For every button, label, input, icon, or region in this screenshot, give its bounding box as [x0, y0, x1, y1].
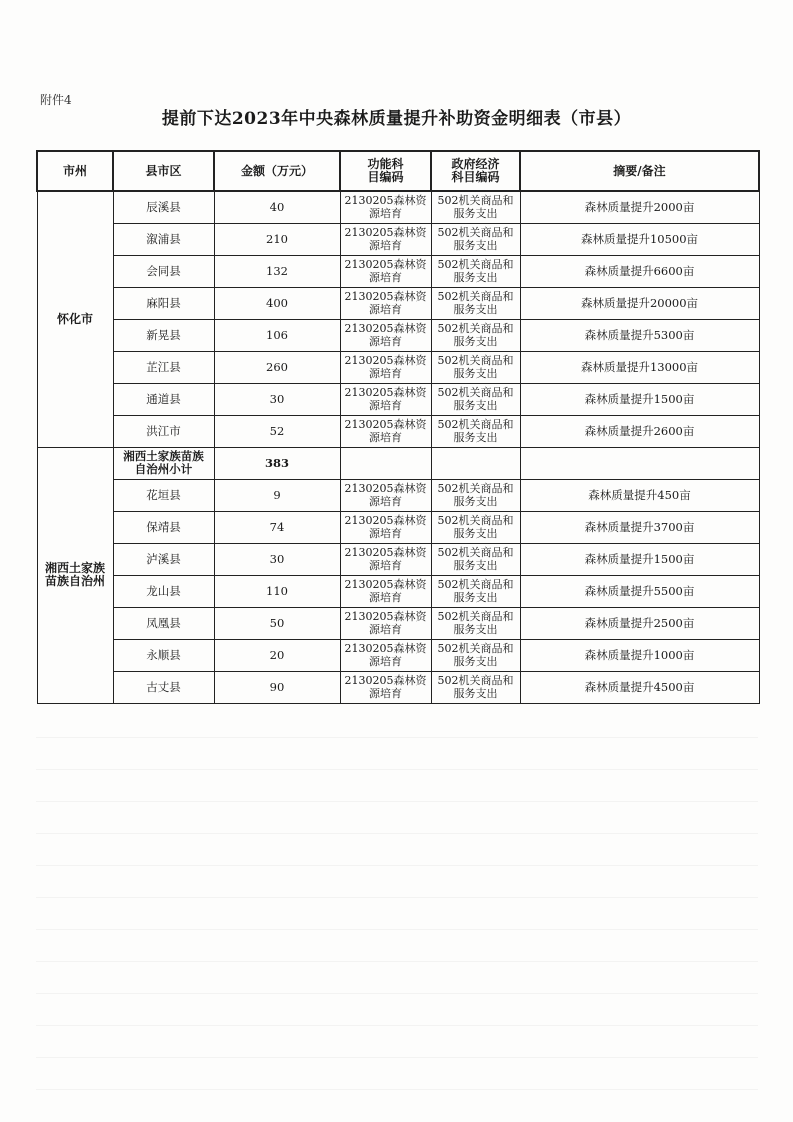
county-cell: 麻阳县: [113, 287, 214, 319]
subtotal-row: [37, 447, 759, 479]
remark-cell: 森林质量提升1500亩: [520, 383, 759, 415]
city-cell: 湘西土家族 苗族自治州: [37, 447, 113, 703]
table-row: [37, 575, 759, 607]
func-code-cell: 2130205森林资 源培育: [340, 287, 431, 319]
subtotal-amount: 383: [214, 447, 340, 479]
func-code-cell: 2130205森林资 源培育: [340, 319, 431, 351]
table-row: [37, 543, 759, 575]
func-code-cell: 2130205森林资 源培育: [340, 511, 431, 543]
amount-cell: 260: [214, 351, 340, 383]
func-code-cell: 2130205森林资 源培育: [340, 671, 431, 703]
allocation-table: [36, 150, 760, 704]
attachment-label: 附件4: [40, 93, 72, 107]
table-row: [37, 287, 759, 319]
econ-code-cell: 502机关商品和 服务支出: [431, 223, 520, 255]
remark-cell: 森林质量提升20000亩: [520, 287, 759, 319]
county-cell: 芷江县: [113, 351, 214, 383]
table-row: [37, 511, 759, 543]
remark-cell: 森林质量提升5300亩: [520, 319, 759, 351]
amount-cell: 90: [214, 671, 340, 703]
func-code-cell: 2130205森林资 源培育: [340, 575, 431, 607]
amount-cell: 110: [214, 575, 340, 607]
econ-code-cell: 502机关商品和 服务支出: [431, 351, 520, 383]
table-row: [37, 351, 759, 383]
amount-cell: 74: [214, 511, 340, 543]
remark-cell: 森林质量提升13000亩: [520, 351, 759, 383]
amount-cell: 20: [214, 639, 340, 671]
amount-cell: 50: [214, 607, 340, 639]
county-cell: 会同县: [113, 255, 214, 287]
header-county: 县市区: [113, 151, 214, 191]
remark-cell: 森林质量提升2000亩: [520, 191, 759, 223]
empty-econ-cell: [431, 447, 520, 479]
county-cell: 古丈县: [113, 671, 214, 703]
table-row: [37, 479, 759, 511]
county-cell: 凤凰县: [113, 607, 214, 639]
city-cell: 怀化市: [37, 191, 113, 447]
table-row: [37, 191, 759, 223]
amount-cell: 210: [214, 223, 340, 255]
econ-code-cell: 502机关商品和 服务支出: [431, 607, 520, 639]
table-row: [37, 415, 759, 447]
func-code-cell: 2130205森林资 源培育: [340, 255, 431, 287]
table-row: [37, 607, 759, 639]
func-code-cell: 2130205森林资 源培育: [340, 383, 431, 415]
county-cell: 溆浦县: [113, 223, 214, 255]
remark-cell: 森林质量提升3700亩: [520, 511, 759, 543]
bleed-through-grid: [36, 706, 758, 1106]
table-row: [37, 223, 759, 255]
econ-code-cell: 502机关商品和 服务支出: [431, 319, 520, 351]
func-code-cell: 2130205森林资 源培育: [340, 191, 431, 223]
table-row: [37, 671, 759, 703]
remark-cell: 森林质量提升6600亩: [520, 255, 759, 287]
func-code-cell: 2130205森林资 源培育: [340, 479, 431, 511]
remark-cell: 森林质量提升10500亩: [520, 223, 759, 255]
table-row: [37, 255, 759, 287]
county-cell: 新晃县: [113, 319, 214, 351]
amount-cell: 400: [214, 287, 340, 319]
amount-cell: 52: [214, 415, 340, 447]
header-func-code: 功能科 目编码: [340, 151, 431, 191]
econ-code-cell: 502机关商品和 服务支出: [431, 639, 520, 671]
page-title: 提前下达2023年中央森林质量提升补助资金明细表（市县）: [161, 109, 632, 129]
econ-code-cell: 502机关商品和 服务支出: [431, 575, 520, 607]
econ-code-cell: 502机关商品和 服务支出: [431, 191, 520, 223]
amount-cell: 106: [214, 319, 340, 351]
amount-cell: 132: [214, 255, 340, 287]
amount-cell: 40: [214, 191, 340, 223]
table-header-row: [37, 151, 759, 191]
empty-func-cell: [340, 447, 431, 479]
amount-cell: 30: [214, 383, 340, 415]
remark-cell: 森林质量提升1500亩: [520, 543, 759, 575]
econ-code-cell: 502机关商品和 服务支出: [431, 479, 520, 511]
remark-cell: 森林质量提升5500亩: [520, 575, 759, 607]
header-city: 市州: [37, 151, 113, 191]
func-code-cell: 2130205森林资 源培育: [340, 639, 431, 671]
county-cell: 洪江市: [113, 415, 214, 447]
county-cell: 辰溪县: [113, 191, 214, 223]
func-code-cell: 2130205森林资 源培育: [340, 607, 431, 639]
remark-cell: 森林质量提升450亩: [520, 479, 759, 511]
county-cell: 通道县: [113, 383, 214, 415]
county-cell: 保靖县: [113, 511, 214, 543]
subtotal-label: 湘西土家族苗族 自治州小计: [113, 447, 214, 479]
county-cell: 花垣县: [113, 479, 214, 511]
econ-code-cell: 502机关商品和 服务支出: [431, 383, 520, 415]
county-cell: 龙山县: [113, 575, 214, 607]
empty-remark-cell: [520, 447, 759, 479]
econ-code-cell: 502机关商品和 服务支出: [431, 671, 520, 703]
remark-cell: 森林质量提升2600亩: [520, 415, 759, 447]
remark-cell: 森林质量提升2500亩: [520, 607, 759, 639]
county-cell: 永顺县: [113, 639, 214, 671]
header-remark: 摘要/备注: [520, 151, 759, 191]
econ-code-cell: 502机关商品和 服务支出: [431, 511, 520, 543]
func-code-cell: 2130205森林资 源培育: [340, 223, 431, 255]
remark-cell: 森林质量提升4500亩: [520, 671, 759, 703]
amount-cell: 9: [214, 479, 340, 511]
func-code-cell: 2130205森林资 源培育: [340, 351, 431, 383]
func-code-cell: 2130205森林资 源培育: [340, 415, 431, 447]
table-row: [37, 639, 759, 671]
econ-code-cell: 502机关商品和 服务支出: [431, 415, 520, 447]
table-body: [37, 191, 759, 703]
amount-cell: 30: [214, 543, 340, 575]
econ-code-cell: 502机关商品和 服务支出: [431, 255, 520, 287]
header-econ-code: 政府经济 科目编码: [431, 151, 520, 191]
func-code-cell: 2130205森林资 源培育: [340, 543, 431, 575]
table-row: [37, 383, 759, 415]
table-row: [37, 319, 759, 351]
county-cell: 泸溪县: [113, 543, 214, 575]
econ-code-cell: 502机关商品和 服务支出: [431, 287, 520, 319]
econ-code-cell: 502机关商品和 服务支出: [431, 543, 520, 575]
remark-cell: 森林质量提升1000亩: [520, 639, 759, 671]
header-amount: 金额（万元）: [214, 151, 340, 191]
